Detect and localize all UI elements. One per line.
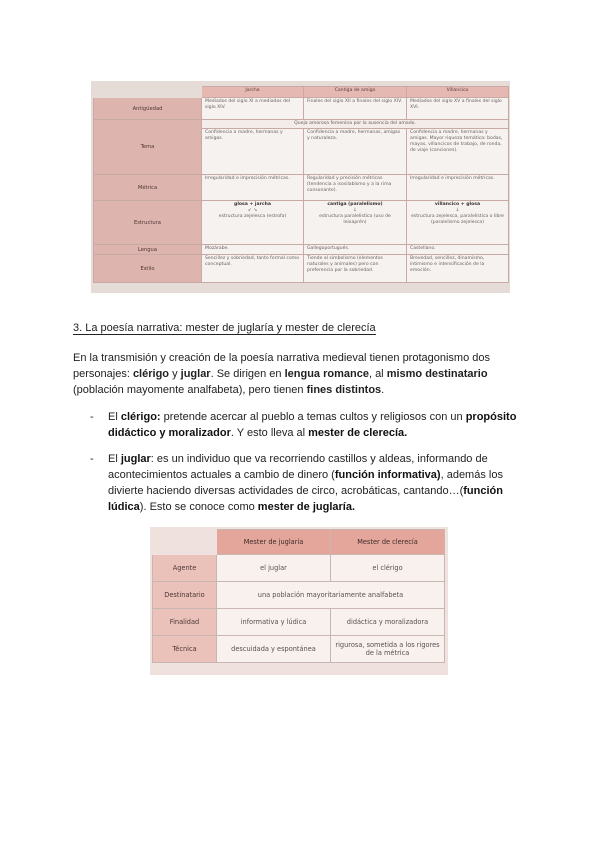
text-run: .: [381, 384, 385, 396]
table-cell: informativa y lúdica: [217, 609, 331, 636]
text-run: , además los divierte haciendo diversas actividades de circo, acrobáticas, cantando…(: [108, 469, 503, 497]
table-row: [94, 175, 509, 201]
table-row: [94, 245, 509, 255]
table-row: [153, 582, 445, 609]
table-cell-span: Queja amorosa femenina por la ausencia del amado.: [202, 120, 509, 129]
text-run-bold: mester de clerecía.: [308, 427, 408, 439]
text-run: El: [108, 453, 121, 465]
table-cell-span: una población mayoritariamente analfabeta: [217, 582, 445, 609]
text-run-bold: clérigo: [132, 368, 170, 380]
row-header: Destinatario: [153, 582, 217, 609]
literature-table-photo: [91, 81, 510, 293]
table-cell: didáctica y moralizadora: [331, 609, 445, 636]
row-header: Lengua: [94, 245, 202, 255]
table-cell: Finales del siglo XII a finales del siglo XIV.: [304, 98, 407, 120]
table-cell: Irregularidad e imprecisión métricas.: [407, 175, 509, 201]
text-run-bold: clérigo:: [120, 411, 161, 423]
table-row: [153, 636, 445, 663]
diagram-bottom: estructura paralelística (uso de leixaprén): [319, 214, 391, 225]
col-header-cantiga: Cantiga de amigo: [304, 87, 407, 98]
table-cell: Mediados del siglo XI a mediados del siglo XIV.: [202, 98, 304, 120]
table-cell: Confidencia a madre, hermanas y amigas. Mayor riqueza temática: bodas, mayas, villancicos de trabajo, de ronda, de viaje (canciones).: [407, 129, 509, 175]
structure-diagram: villancico + glosa ↓ estructura zejelesca, paralelística o libre (paralelismo zejelesca): [407, 201, 509, 245]
mester-comparison-table: [152, 529, 445, 663]
text-run: y: [169, 368, 181, 380]
table-row: [94, 120, 509, 129]
bullet-text: [108, 451, 530, 515]
table-cell: el clérigo: [331, 555, 445, 582]
table-cell: Mediados del siglo XV a finales del siglo XVI.: [407, 98, 509, 120]
text-run-bold: mismo destinatario: [386, 368, 488, 380]
structure-diagram: cantiga (paralelismo) ↓ estructura paralelística (uso de leixaprén): [304, 201, 407, 245]
text-run-bold: función informativa): [334, 469, 441, 481]
bullet-dash: -: [90, 453, 94, 465]
table-row: [94, 255, 509, 283]
col-header-jarcha: Jarcha: [202, 87, 304, 98]
text-run: , al: [368, 368, 387, 380]
table-cell: Castellano.: [407, 245, 509, 255]
text-run: pretende acercar al pueblo a temas cultos y religiosos con un: [160, 411, 466, 423]
text-run-bold: fines distintos: [306, 384, 382, 396]
mester-table-photo: [150, 527, 448, 675]
bullet-dash: -: [90, 411, 94, 423]
table-row: [94, 98, 509, 120]
text-run-bold: juglar: [120, 453, 151, 465]
diagram-top: glosa + jarcha: [234, 202, 271, 207]
row-header: Tema: [94, 120, 202, 175]
row-header: Agente: [153, 555, 217, 582]
table-row: [153, 609, 445, 636]
table-cell: Regularidad y precisión métricas (tendencia a isosilabismo y a la rima consonante).: [304, 175, 407, 201]
table-cell: Gallegoportugués.: [304, 245, 407, 255]
text-run: El: [108, 411, 121, 423]
bullet-text: [108, 409, 530, 441]
diagram-bottom: estructura zejelesca (estrofa): [218, 214, 287, 219]
row-header: Antigüedad: [94, 98, 202, 120]
table-cell: Brevedad, sencillez, dinamismo, intimismo e intensificación de la emoción.: [407, 255, 509, 283]
lyric-comparison-table: [93, 86, 509, 283]
col-header-clerecia: Mester de clerecía: [331, 530, 445, 555]
text-run: ). Esto se conoce como: [139, 501, 258, 513]
text-run-bold: juglar: [180, 368, 211, 380]
table-cell: Irregularidad e imprecisión métricas.: [202, 175, 304, 201]
table-row: [153, 555, 445, 582]
col-header-villancico: Villancico: [407, 87, 509, 98]
row-header: Finalidad: [153, 609, 217, 636]
row-header: Estructura: [94, 201, 202, 245]
section-heading: 3. La poesía narrativa: mester de juglaría y mester de clerecía: [73, 322, 376, 334]
structure-diagram: glosa + jarcha ↙ ↘ estructura zejelesca (estrofa): [202, 201, 304, 245]
table-cell: Sencillez y sobriedad, tanto formal como conceptual.: [202, 255, 304, 283]
table-cell: Mozárabe.: [202, 245, 304, 255]
text-run: . Y esto lleva al: [230, 427, 309, 439]
col-header-juglaria: Mester de juglaría: [217, 530, 331, 555]
table-cell: Confidencia a madre, hermanas, amigas y naturaleza.: [304, 129, 407, 175]
intro-paragraph: [73, 350, 529, 398]
table-row: [94, 201, 509, 245]
text-run-bold: mester de juglaría.: [257, 501, 356, 513]
diagram-bottom: estructura zejelesca, paralelística o libre (paralelismo zejelesca): [410, 214, 505, 225]
text-run-bold: lengua romance: [284, 368, 369, 380]
text-run-bold: propósito didáctico y moralizador: [108, 411, 517, 439]
table-cell: el juglar: [217, 555, 331, 582]
table-cell: rigurosa, sometida a los rigores de la métrica: [331, 636, 445, 663]
diagram-top: villancico + glosa: [434, 202, 481, 207]
row-header: Estilo: [94, 255, 202, 283]
text-run: En la transmisión y creación de la poesía narrativa medieval tienen protagonismo dos personajes:: [73, 352, 491, 380]
table-cell: Confidencia a madre, hermanas y amigas.: [202, 129, 304, 175]
text-run-bold: función lúdica: [108, 485, 503, 513]
text-run: . Se dirigen en: [210, 368, 285, 380]
text-run: : es un individuo que va recorriendo castillos y aldeas, informando de acontecimientos actuales a cambio de dinero (: [108, 453, 488, 481]
row-header: Técnica: [153, 636, 217, 663]
table-cell: Tiende al simbolismo (elementos naturales y animales) pero con preferencia por la sobriedad.: [304, 255, 407, 283]
diagram-top: cantiga (paralelismo): [327, 202, 383, 207]
table-cell: descuidada y espontánea: [217, 636, 331, 663]
row-header: Métrica: [94, 175, 202, 201]
text-run: (población mayomente analfabeta), pero tienen: [73, 384, 307, 396]
